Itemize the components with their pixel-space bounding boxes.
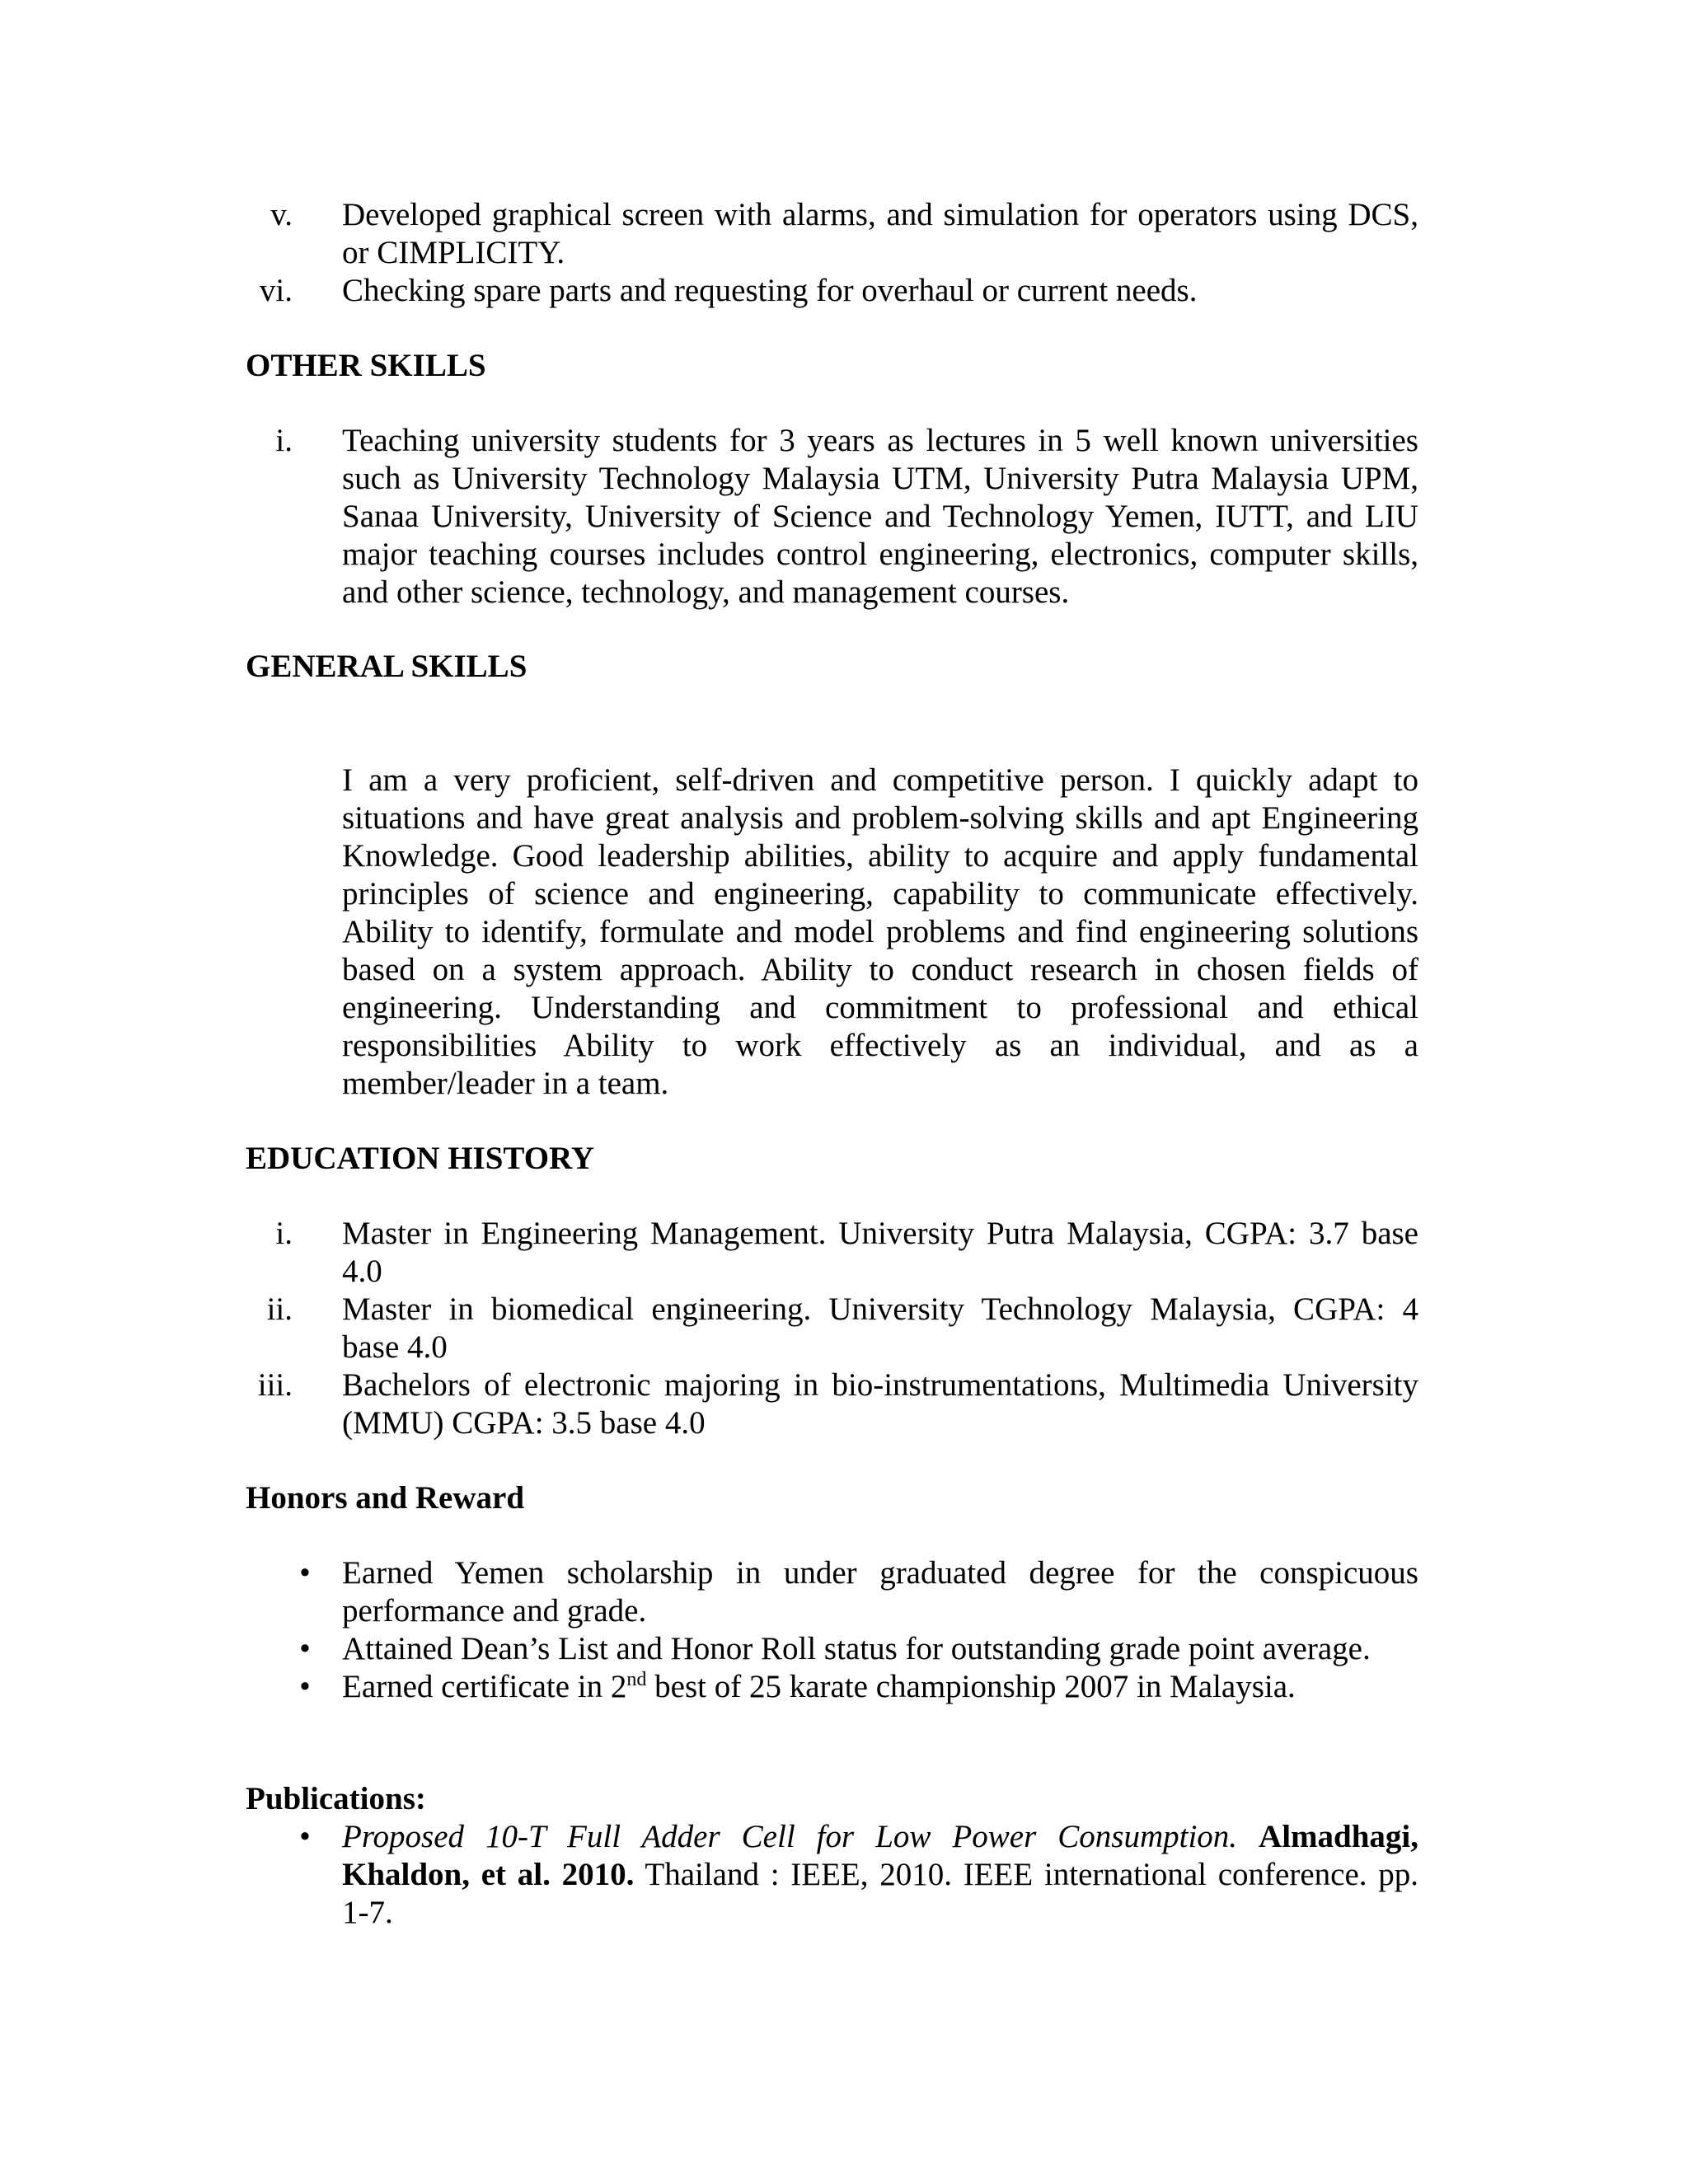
list-item-line: Bachelors of electronic majoring in bio-instrumentations, Multimedia University <box>342 1367 1418 1403</box>
section-heading-honors: Honors and Reward <box>246 1480 525 1516</box>
list-item-line: major teaching courses includes control engineering, electronics, computer skills, <box>342 537 1418 572</box>
list-item-line: Earned Yemen scholarship in under graduated degree for the conspicuous <box>342 1555 1418 1591</box>
ordinal-suffix: nd <box>626 1669 647 1690</box>
list-item-line: performance and grade. <box>342 1593 647 1629</box>
list-marker: v. <box>270 197 293 232</box>
paragraph-line: principles of science and engineering, capability to communicate effectively. <box>342 876 1418 912</box>
publication-line <box>342 1856 1418 1894</box>
list-marker: i. <box>275 423 293 458</box>
list-marker: ii. <box>266 1291 293 1327</box>
list-item-line <box>342 1668 1418 1706</box>
paragraph-line: engineering. Understanding and commitment to professional and ethical <box>342 990 1418 1025</box>
section-heading-general-skills: GENERAL SKILLS <box>246 649 528 684</box>
bullet-icon: • <box>299 1669 311 1704</box>
list-marker: iii. <box>257 1367 293 1403</box>
paragraph-line: Ability to identify, formulate and model problems and find engineering solutions <box>342 914 1418 949</box>
paragraph-line: responsibilities Ability to work effectively as an individual, and as a <box>342 1028 1418 1063</box>
list-item-line: Master in Engineering Management. University Putra Malaysia, CGPA: 3.7 base <box>342 1216 1418 1251</box>
list-item-line: such as University Technology Malaysia UTM, University Putra Malaysia UPM, <box>342 461 1418 496</box>
list-item-line: Master in biomedical engineering. University Technology Malaysia, CGPA: 4 <box>342 1291 1418 1327</box>
publication-venue: Thailand : IEEE, 2010. IEEE international conference. pp. <box>634 1857 1419 1892</box>
bullet-icon: • <box>299 1631 311 1666</box>
paragraph-line: situations and have great analysis and problem-solving skills and apt Engineering <box>342 800 1418 836</box>
list-marker: vi. <box>259 273 293 308</box>
honor-text: Earned certificate in 2 <box>342 1669 627 1704</box>
section-heading-publications: Publications: <box>246 1781 426 1816</box>
paragraph-line: member/leader in a team. <box>342 1066 669 1101</box>
paragraph-line: I am a very proficient, self-driven and competitive person. I quickly adapt to <box>342 762 1418 798</box>
paragraph-line: Knowledge. Good leadership abilities, ability to acquire and apply fundamental <box>342 838 1418 874</box>
bullet-icon: • <box>299 1819 311 1854</box>
list-marker: i. <box>275 1216 293 1251</box>
section-heading-education-history: EDUCATION HISTORY <box>246 1141 595 1176</box>
publication-title: Proposed 10-T Full Adder Cell for Low Power Consumption. <box>342 1819 1238 1854</box>
list-item-line: (MMU) CGPA: 3.5 base 4.0 <box>342 1405 706 1441</box>
list-item-line: base 4.0 <box>342 1329 448 1365</box>
list-item-line: Teaching university students for 3 years as lectures in 5 well known universities <box>342 423 1418 458</box>
list-item-line: Attained Dean’s List and Honor Roll status for outstanding grade point average. <box>342 1631 1371 1666</box>
section-heading-other-skills: OTHER SKILLS <box>246 348 486 383</box>
publication-author: Almadhagi, <box>1259 1819 1418 1854</box>
publication-author: Khaldon, et al. 2010. <box>342 1857 635 1892</box>
list-item-line: Developed graphical screen with alarms, and simulation for operators using DCS, <box>342 197 1418 232</box>
list-item-line: and other science, technology, and management courses. <box>342 574 1070 610</box>
publication-line <box>342 1818 1418 1856</box>
honor-text: best of 25 karate championship 2007 in Malaysia. <box>646 1669 1296 1704</box>
paragraph-line: based on a system approach. Ability to conduct research in chosen fields of <box>342 952 1418 987</box>
publication-line: 1-7. <box>342 1895 393 1930</box>
bullet-icon: • <box>299 1555 311 1591</box>
list-item-line: Sanaa University, University of Science and Technology Yemen, IUTT, and LIU <box>342 499 1418 534</box>
list-item-line: 4.0 <box>342 1254 382 1289</box>
list-item-line: or CIMPLICITY. <box>342 235 565 270</box>
list-item-line: Checking spare parts and requesting for overhaul or current needs. <box>342 273 1198 308</box>
